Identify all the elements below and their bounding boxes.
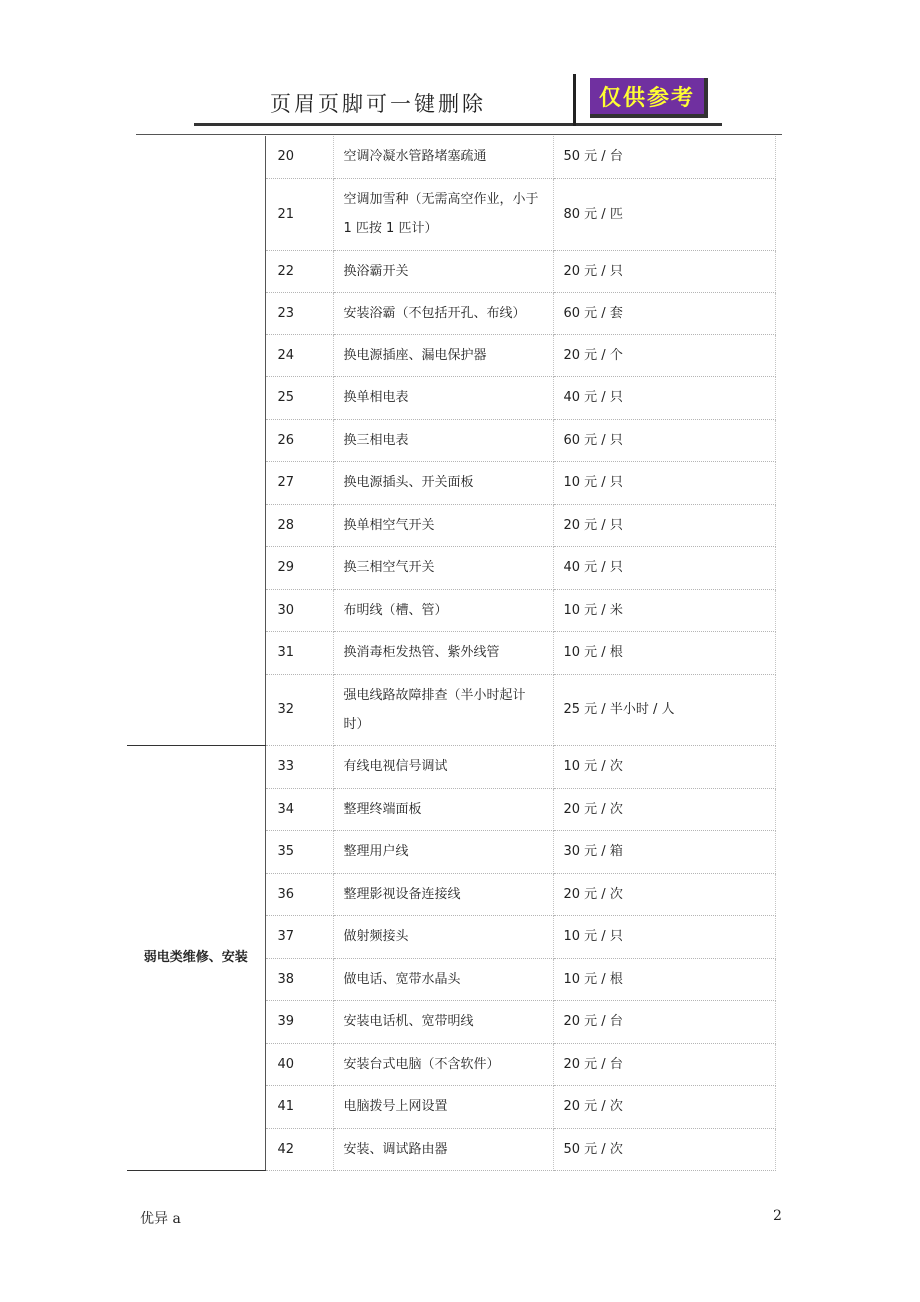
item-price: 40 元 / 只 xyxy=(553,376,775,419)
header-title: 页眉页脚可一键删除 xyxy=(270,92,486,116)
item-number: 28 xyxy=(265,504,333,546)
item-name: 空调冷凝水管路堵塞疏通 xyxy=(333,136,553,178)
item-price: 10 元 / 根 xyxy=(553,958,775,1000)
item-name: 做电话、宽带水晶头 xyxy=(333,958,553,1000)
item-number: 41 xyxy=(265,1085,333,1128)
page-header xyxy=(190,74,730,128)
item-number: 36 xyxy=(265,873,333,915)
item-price: 30 元 / 箱 xyxy=(553,830,775,873)
item-price: 20 元 / 只 xyxy=(553,504,775,546)
item-name: 强电线路故障排查（半小时起计时） xyxy=(333,674,553,745)
item-price: 20 元 / 台 xyxy=(553,1000,775,1043)
category-cell xyxy=(127,136,265,745)
item-name: 有线电视信号调试 xyxy=(333,745,553,788)
table-row xyxy=(127,136,775,178)
item-number: 26 xyxy=(265,419,333,461)
item-price: 20 元 / 台 xyxy=(553,1043,775,1085)
price-table-body xyxy=(127,136,775,1170)
item-name: 整理用户线 xyxy=(333,830,553,873)
item-name: 布明线（槽、管） xyxy=(333,589,553,631)
item-name: 安装台式电脑（不含软件） xyxy=(333,1043,553,1085)
item-name: 换单相电表 xyxy=(333,376,553,419)
item-number: 38 xyxy=(265,958,333,1000)
table-row xyxy=(127,745,775,788)
item-name: 换三相电表 xyxy=(333,419,553,461)
item-number: 32 xyxy=(265,674,333,745)
item-price: 10 元 / 米 xyxy=(553,589,775,631)
item-price: 20 元 / 次 xyxy=(553,873,775,915)
item-price: 10 元 / 只 xyxy=(553,461,775,504)
item-price: 50 元 / 次 xyxy=(553,1128,775,1170)
item-number: 35 xyxy=(265,830,333,873)
item-number: 23 xyxy=(265,292,333,334)
item-name: 换电源插座、漏电保护器 xyxy=(333,334,553,376)
item-price: 20 元 / 个 xyxy=(553,334,775,376)
item-price: 10 元 / 次 xyxy=(553,745,775,788)
header-rule xyxy=(136,134,782,135)
item-name: 电脑拨号上网设置 xyxy=(333,1085,553,1128)
item-number: 24 xyxy=(265,334,333,376)
item-number: 42 xyxy=(265,1128,333,1170)
item-name: 安装浴霸（不包括开孔、布线） xyxy=(333,292,553,334)
item-price: 25 元 / 半小时 / 人 xyxy=(553,674,775,745)
footer-text: 优异 a xyxy=(140,1211,181,1227)
item-number: 34 xyxy=(265,788,333,830)
category-cell: 弱电类维修、安装 xyxy=(127,745,265,1170)
item-price: 10 元 / 只 xyxy=(553,915,775,958)
item-number: 25 xyxy=(265,376,333,419)
item-name: 换三相空气开关 xyxy=(333,546,553,589)
item-number: 29 xyxy=(265,546,333,589)
item-price: 20 元 / 次 xyxy=(553,788,775,830)
item-name: 整理终端面板 xyxy=(333,788,553,830)
item-number: 31 xyxy=(265,631,333,674)
page-number: 2 xyxy=(773,1208,782,1224)
item-number: 33 xyxy=(265,745,333,788)
item-name: 换消毒柜发热管、紫外线管 xyxy=(333,631,553,674)
item-price: 20 元 / 只 xyxy=(553,250,775,292)
item-name: 换浴霸开关 xyxy=(333,250,553,292)
price-table xyxy=(127,136,776,1171)
item-name: 换单相空气开关 xyxy=(333,504,553,546)
item-price: 50 元 / 台 xyxy=(553,136,775,178)
item-number: 39 xyxy=(265,1000,333,1043)
item-number: 37 xyxy=(265,915,333,958)
item-name: 安装电话机、宽带明线 xyxy=(333,1000,553,1043)
item-price: 40 元 / 只 xyxy=(553,546,775,589)
item-price: 80 元 / 匹 xyxy=(553,178,775,250)
item-name: 换电源插头、开关面板 xyxy=(333,461,553,504)
item-number: 40 xyxy=(265,1043,333,1085)
item-name: 空调加雪种（无需高空作业，小于 1 匹按 1 匹计） xyxy=(333,178,553,250)
item-number: 21 xyxy=(265,178,333,250)
item-name: 做射频接头 xyxy=(333,915,553,958)
item-price: 60 元 / 套 xyxy=(553,292,775,334)
header-underline xyxy=(194,123,722,126)
item-number: 27 xyxy=(265,461,333,504)
item-name: 整理影视设备连接线 xyxy=(333,873,553,915)
item-price: 20 元 / 次 xyxy=(553,1085,775,1128)
item-number: 20 xyxy=(265,136,333,178)
header-divider xyxy=(573,74,576,126)
item-price: 10 元 / 根 xyxy=(553,631,775,674)
item-price: 60 元 / 只 xyxy=(553,419,775,461)
reference-only-badge: 仅供参考 xyxy=(590,78,708,118)
item-number: 30 xyxy=(265,589,333,631)
item-name: 安装、调试路由器 xyxy=(333,1128,553,1170)
item-number: 22 xyxy=(265,250,333,292)
